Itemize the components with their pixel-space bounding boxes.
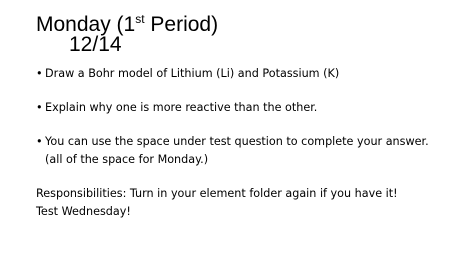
bullet-marker: •	[36, 67, 43, 80]
test-note: Test Wednesday!	[36, 205, 131, 218]
slide-title	[36, 14, 218, 35]
bullet-item	[36, 67, 339, 81]
title-tail: Period)	[144, 13, 219, 36]
bullet-marker: •	[36, 101, 43, 114]
bullet-text: You can use the space under test question to complete your answer.	[45, 135, 429, 148]
bullet-item	[36, 101, 317, 115]
bullet-continuation: (all of the space for Monday.)	[45, 153, 209, 166]
title-main: Monday (1	[36, 13, 136, 36]
bullet-item	[36, 135, 429, 149]
bullet-text: Draw a Bohr model of Lithium (Li) and Potassium (K)	[45, 67, 340, 80]
bullet-text: Explain why one is more reactive than the other.	[45, 101, 318, 114]
bullet-marker: •	[36, 135, 43, 148]
responsibilities-line: Responsibilities: Turn in your element folder again if you have it!	[36, 187, 398, 200]
title-superscript: st	[135, 12, 145, 26]
title-date: 12/14	[69, 33, 122, 56]
